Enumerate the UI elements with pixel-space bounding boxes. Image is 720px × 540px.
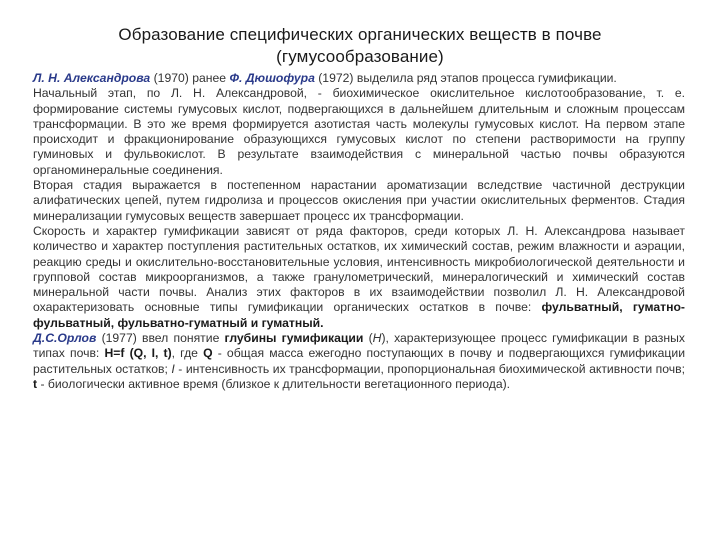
- paragraph-5-text-f: - интенсивность их трансформации, пропорциональная биохимической активности почв;: [174, 361, 685, 376]
- symbol-t: t: [33, 376, 38, 391]
- symbol-i: I: [171, 361, 175, 376]
- title-line-2: (гумусообразование): [276, 47, 444, 66]
- paragraph-3: Вторая стадия выражается в постепенном нарастании ароматизации вследствие частичной деструкции алифатических цепей, путем гидролиза и процессов окисления при участии окислительных ферментов. Стадия минерализации гумусовых веществ завершает процесс их трансформации.: [33, 178, 685, 223]
- paragraph-5-text-a: (1977) ввел понятие: [96, 331, 225, 346]
- paragraph-4: [33, 224, 685, 331]
- paragraph-5-text-b: (: [363, 331, 373, 346]
- term-humification-depth: глубины гумификации: [224, 331, 364, 346]
- title-line-1: Образование специфических органических веществ в почве: [118, 25, 602, 44]
- author-duchaufour: Ф. Дюшофура: [229, 71, 315, 85]
- paragraph-5-text-c: ), характеризующее процесс гумификации в разных типах почв:: [33, 331, 685, 361]
- paragraph-1: [33, 71, 685, 86]
- humification-types: фульватный, гуматно-фульватный, фульватно-гуматный и гуматный.: [33, 300, 685, 330]
- paragraph-5-text-d: , где: [171, 346, 204, 361]
- symbol-q: Q: [203, 346, 213, 361]
- paragraph-2: Начальный этап, по Л. Н. Александровой, - биохимическое окислительное кислотообразование, т. е. формирование системы гумусовых кислот, подвергающихся в дальнейшем длительным и сложным процессам трансформации. В это же время формируется азотистая часть молекулы гумусовых кислот. На первом этапе происходит и фракционирование образующихся гумусовых кислот по степени растворимости на группу гуминовых и фульвокислот. В результате взаимодействия с минеральной частью почвы образуются органоминеральные соединения.: [33, 86, 685, 177]
- paragraph-5: [33, 331, 685, 392]
- slide-body: [33, 71, 685, 392]
- symbol-h: Н: [372, 331, 382, 346]
- paragraph-1-text-a: (1970) ранее: [150, 71, 230, 85]
- slide-title: [60, 24, 660, 68]
- paragraph-4-text: Скорость и характер гумификации зависят от ряда факторов, среди которых Л. Н. Александрова называет количество и характер поступления растительных остатков, их химический состав, режим влажности и аэрации, реакцию среды и окислительно-восстановительные условия, интенсивность микробиологической деятельности и групповой состав микроорганизмов, а также гранулометрический, минералогический и химический состав минеральной части почвы. Анализ этих факторов в их взаимодействии позволил Л. Н. Александровой охарактеризовать основные типы гумификации органических остатков в почве:: [33, 223, 685, 315]
- author-aleksandrova: Л. Н. Александрова: [33, 71, 151, 85]
- paragraph-1-text-b: (1972) выделила ряд этапов процесса гумификации.: [314, 71, 617, 85]
- paragraph-5-text-e: - общая масса ежегодно поступающих в почву и подвергающихся гумификации растительных остатков;: [33, 346, 686, 376]
- formula: Н=f (Q, I, t): [104, 346, 172, 361]
- author-orlov: Д.С.Орлов: [33, 331, 97, 346]
- paragraph-5-text-g: - биологически активное время (близкое к длительности вегетационного периода).: [37, 376, 511, 391]
